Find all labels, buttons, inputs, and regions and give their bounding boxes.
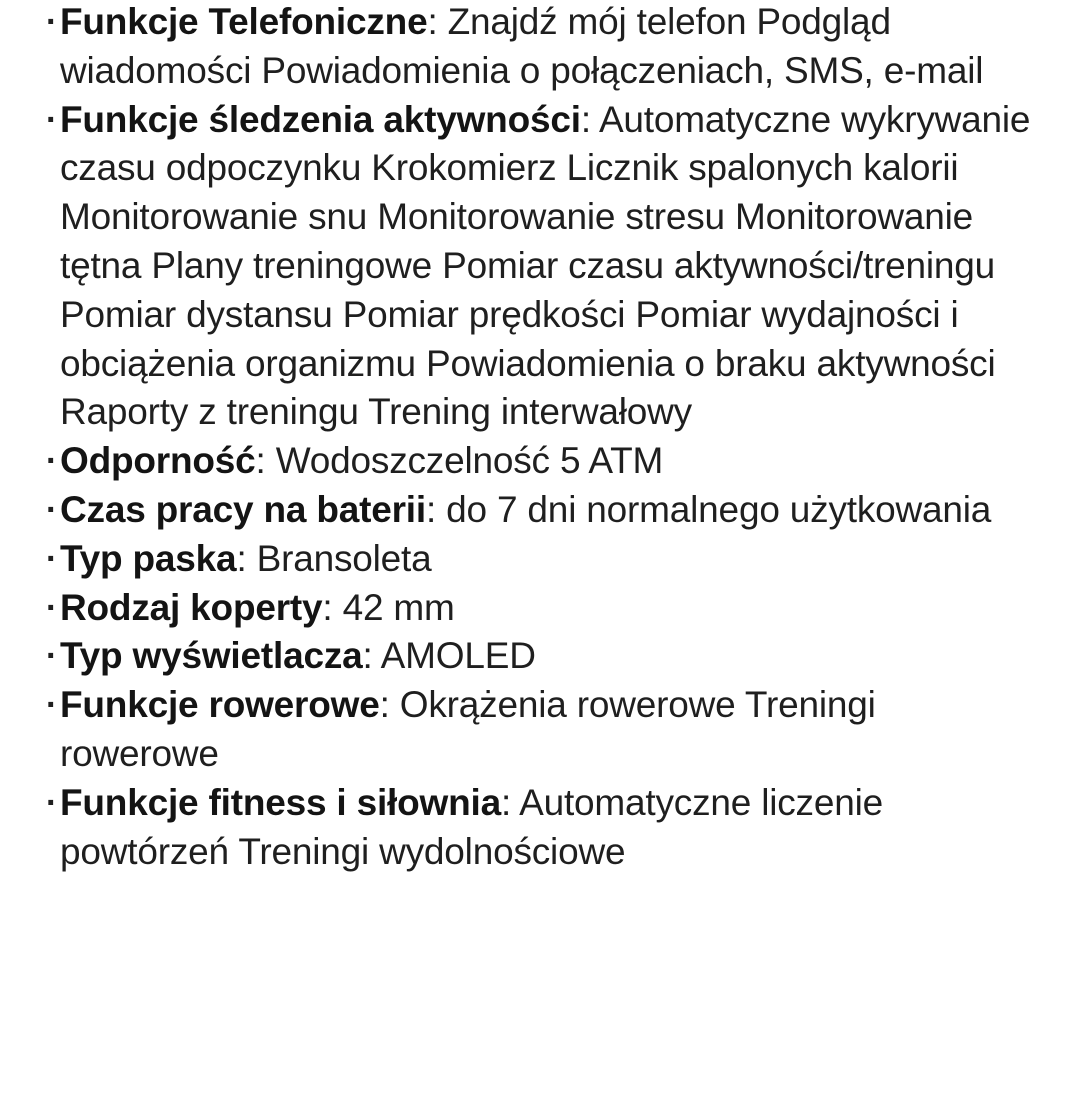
spec-value: Automatyczne liczenie powtórzeń Treningi wydolnościowe xyxy=(60,781,884,872)
spec-label: Typ paska xyxy=(60,537,237,579)
spec-separator: : xyxy=(379,684,400,726)
spec-value: Znajdź mój telefon Podgląd wiadomości Powiadomienia o połączeniach, SMS, e-mail xyxy=(60,1,984,91)
spec-value: Automatyczne wykrywanie czasu odpoczynku Krokomierz Licznik spalonych kalorii Monitorowanie snu Monitorowanie stresu Monitorowanie tętna Plany treningowe Pomiar czasu aktywności/treningu Pomiar dystansu Pomiar prędkości Pomiar wydajności i obciążenia organizmu Powiadomienia o braku aktywności Raporty z treningu Trening interwałowy xyxy=(60,98,1031,433)
spec-item-case-type xyxy=(0,584,1080,633)
spec-item-activity-tracking xyxy=(0,96,1080,438)
spec-separator: : xyxy=(425,488,447,530)
spec-label: Typ wyświetlacza xyxy=(60,635,363,677)
spec-label: Funkcje śledzenia aktywności xyxy=(60,98,581,140)
spec-separator: : xyxy=(322,586,343,628)
spec-item-display-type xyxy=(0,632,1080,681)
spec-value: AMOLED xyxy=(380,635,536,677)
spec-item-fitness-functions xyxy=(0,779,1080,877)
bullet-dot: · xyxy=(46,442,58,481)
bullet-dot: · xyxy=(46,686,58,725)
spec-separator: : xyxy=(500,781,520,823)
spec-label: Czas pracy na baterii xyxy=(60,488,426,530)
bullet-dot: · xyxy=(46,490,58,529)
spec-label: Funkcje rowerowe xyxy=(60,684,380,726)
spec-label: Funkcje Telefoniczne xyxy=(60,1,428,42)
spec-value: do 7 dni normalnego użytkowania xyxy=(446,488,992,530)
spec-label: Rodzaj koperty xyxy=(60,586,323,628)
bullet-dot: · xyxy=(46,100,58,139)
bullet-dot: · xyxy=(46,3,58,41)
spec-item-phone-functions xyxy=(0,0,1080,96)
spec-item-resistance xyxy=(0,437,1080,486)
spec-separator: : xyxy=(236,537,257,579)
spec-label: Odporność xyxy=(60,440,256,482)
spec-separator: : xyxy=(580,98,599,140)
spec-separator: : xyxy=(255,440,276,482)
spec-item-battery-life xyxy=(0,486,1080,535)
spec-item-cycling-functions xyxy=(0,681,1080,779)
spec-item-strap-type xyxy=(0,535,1080,584)
bullet-dot: · xyxy=(46,588,58,627)
bullet-dot: · xyxy=(46,637,58,676)
spec-label: Funkcje fitness i siłownia xyxy=(60,781,501,823)
spec-value: Bransoleta xyxy=(256,537,432,579)
spec-separator: : xyxy=(427,1,448,42)
bullet-dot: · xyxy=(46,539,58,578)
spec-value: Wodoszczelność 5 ATM xyxy=(275,440,664,482)
spec-value: Okrążenia rowerowe Treningi rowerowe xyxy=(60,684,876,774)
spec-separator: : xyxy=(362,635,381,677)
bullet-dot: · xyxy=(46,783,58,822)
spec-value: 42 mm xyxy=(342,586,455,628)
